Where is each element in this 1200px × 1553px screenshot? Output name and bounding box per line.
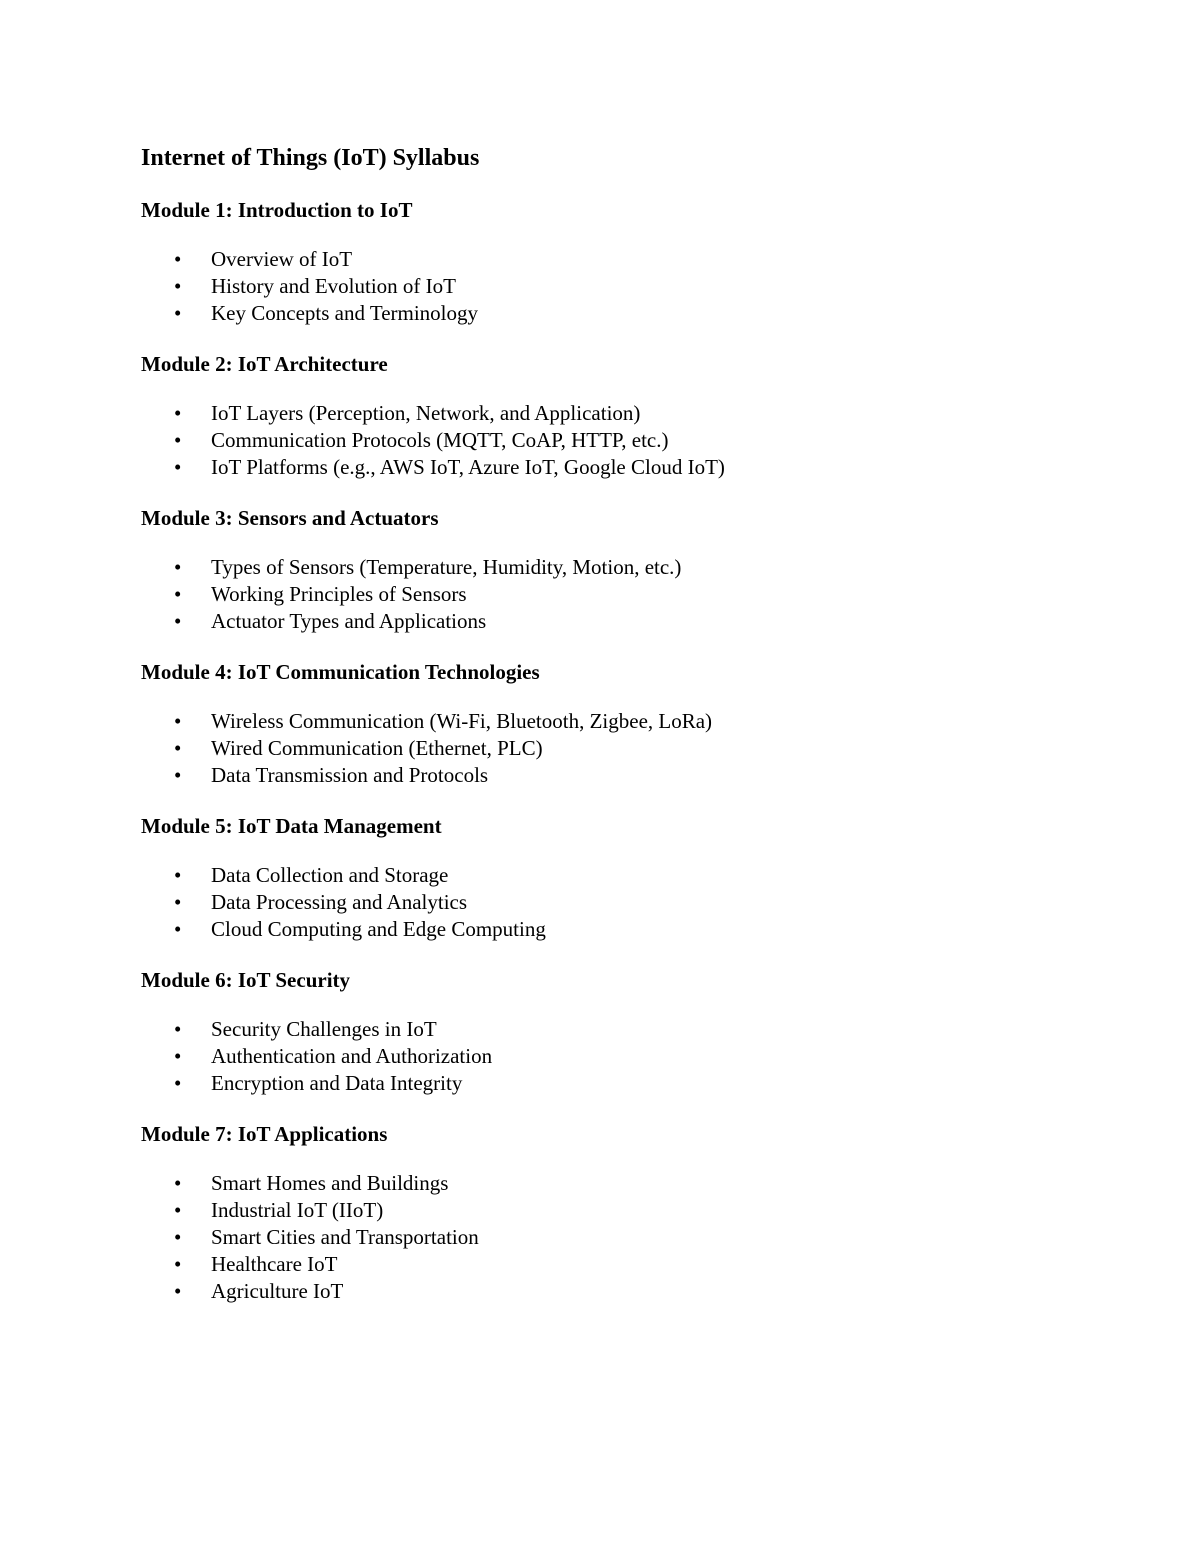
list-item — [141, 889, 1101, 916]
topic-list — [141, 554, 1101, 635]
topic-text: Cloud Computing and Edge Computing — [211, 917, 546, 941]
topic-text: Smart Cities and Transportation — [211, 1225, 479, 1249]
list-item — [141, 554, 1101, 581]
module-section-3 — [141, 500, 1101, 635]
bullet-icon: • — [174, 1017, 182, 1041]
list-item — [141, 916, 1101, 943]
module-heading: Module 6: IoT Security — [141, 968, 351, 992]
bullet-icon: • — [174, 736, 182, 760]
topic-text: Industrial IoT (IIoT) — [211, 1198, 384, 1222]
topic-text: History and Evolution of IoT — [211, 274, 456, 298]
topic-text: Data Processing and Analytics — [211, 890, 468, 914]
topic-text: Smart Homes and Buildings — [211, 1171, 449, 1195]
topic-text: Wired Communication (Ethernet, PLC) — [211, 736, 543, 760]
topic-text: Key Concepts and Terminology — [211, 301, 479, 325]
document-title: Internet of Things (IoT) Syllabus — [141, 145, 480, 171]
topic-text: Types of Sensors (Temperature, Humidity, Motion, etc.) — [211, 555, 682, 579]
list-item — [141, 762, 1101, 789]
module-heading: Module 1: Introduction to IoT — [141, 198, 413, 222]
module-section-6 — [141, 962, 1101, 1097]
topic-list — [141, 1170, 1101, 1305]
bullet-icon: • — [174, 609, 182, 633]
list-item — [141, 1016, 1101, 1043]
topic-text: Agriculture IoT — [211, 1279, 344, 1303]
module-heading: Module 7: IoT Applications — [141, 1122, 388, 1146]
topic-text: Data Transmission and Protocols — [211, 763, 489, 787]
bullet-icon: • — [174, 301, 182, 325]
bullet-icon: • — [174, 1198, 182, 1222]
bullet-icon: • — [174, 401, 182, 425]
list-item — [141, 1070, 1101, 1097]
list-item — [141, 708, 1101, 735]
bullet-icon: • — [174, 247, 182, 271]
module-heading: Module 3: Sensors and Actuators — [141, 506, 439, 530]
topic-text: Encryption and Data Integrity — [211, 1071, 463, 1095]
topic-text: Security Challenges in IoT — [211, 1017, 437, 1041]
list-item — [141, 1170, 1101, 1197]
bullet-icon: • — [174, 1225, 182, 1249]
list-item — [141, 1043, 1101, 1070]
topic-text: Authentication and Authorization — [211, 1044, 493, 1068]
topic-list — [141, 708, 1101, 789]
list-item — [141, 427, 1101, 454]
topic-text: IoT Layers (Perception, Network, and Application) — [211, 401, 641, 425]
list-item — [141, 735, 1101, 762]
topic-text: IoT Platforms (e.g., AWS IoT, Azure IoT, Google Cloud IoT) — [211, 455, 725, 479]
module-section-5 — [141, 808, 1101, 943]
list-item — [141, 608, 1101, 635]
bullet-icon: • — [174, 709, 182, 733]
bullet-icon: • — [174, 1252, 182, 1276]
topic-list — [141, 246, 1101, 327]
list-item — [141, 1278, 1101, 1305]
topic-text: Working Principles of Sensors — [211, 582, 467, 606]
topic-list — [141, 862, 1101, 943]
module-heading: Module 4: IoT Communication Technologies — [141, 660, 540, 684]
topic-text: Healthcare IoT — [211, 1252, 338, 1276]
topic-list — [141, 400, 1101, 481]
bullet-icon: • — [174, 1171, 182, 1195]
document-page — [141, 140, 1101, 1324]
bullet-icon: • — [174, 863, 182, 887]
list-item — [141, 246, 1101, 273]
bullet-icon: • — [174, 763, 182, 787]
list-item — [141, 1224, 1101, 1251]
list-item — [141, 862, 1101, 889]
list-item — [141, 454, 1101, 481]
bullet-icon: • — [174, 917, 182, 941]
module-section-2 — [141, 346, 1101, 481]
module-heading: Module 5: IoT Data Management — [141, 814, 442, 838]
topic-text: Data Collection and Storage — [211, 863, 449, 887]
topic-text: Wireless Communication (Wi-Fi, Bluetooth, Zigbee, LoRa) — [211, 709, 713, 733]
topic-text: Communication Protocols (MQTT, CoAP, HTTP, etc.) — [211, 428, 669, 452]
topic-list — [141, 1016, 1101, 1097]
list-item — [141, 1197, 1101, 1224]
list-item — [141, 273, 1101, 300]
module-list — [141, 192, 1101, 1305]
list-item — [141, 300, 1101, 327]
bullet-icon: • — [174, 890, 182, 914]
bullet-icon: • — [174, 1279, 182, 1303]
list-item — [141, 1251, 1101, 1278]
module-section-1 — [141, 192, 1101, 327]
bullet-icon: • — [174, 555, 182, 579]
topic-text: Overview of IoT — [211, 247, 353, 271]
bullet-icon: • — [174, 274, 182, 298]
list-item — [141, 581, 1101, 608]
bullet-icon: • — [174, 428, 182, 452]
bullet-icon: • — [174, 1044, 182, 1068]
bullet-icon: • — [174, 582, 182, 606]
list-item — [141, 400, 1101, 427]
module-section-4 — [141, 654, 1101, 789]
bullet-icon: • — [174, 455, 182, 479]
module-section-7 — [141, 1116, 1101, 1305]
bullet-icon: • — [174, 1071, 182, 1095]
topic-text: Actuator Types and Applications — [211, 609, 487, 633]
module-heading: Module 2: IoT Architecture — [141, 352, 388, 376]
